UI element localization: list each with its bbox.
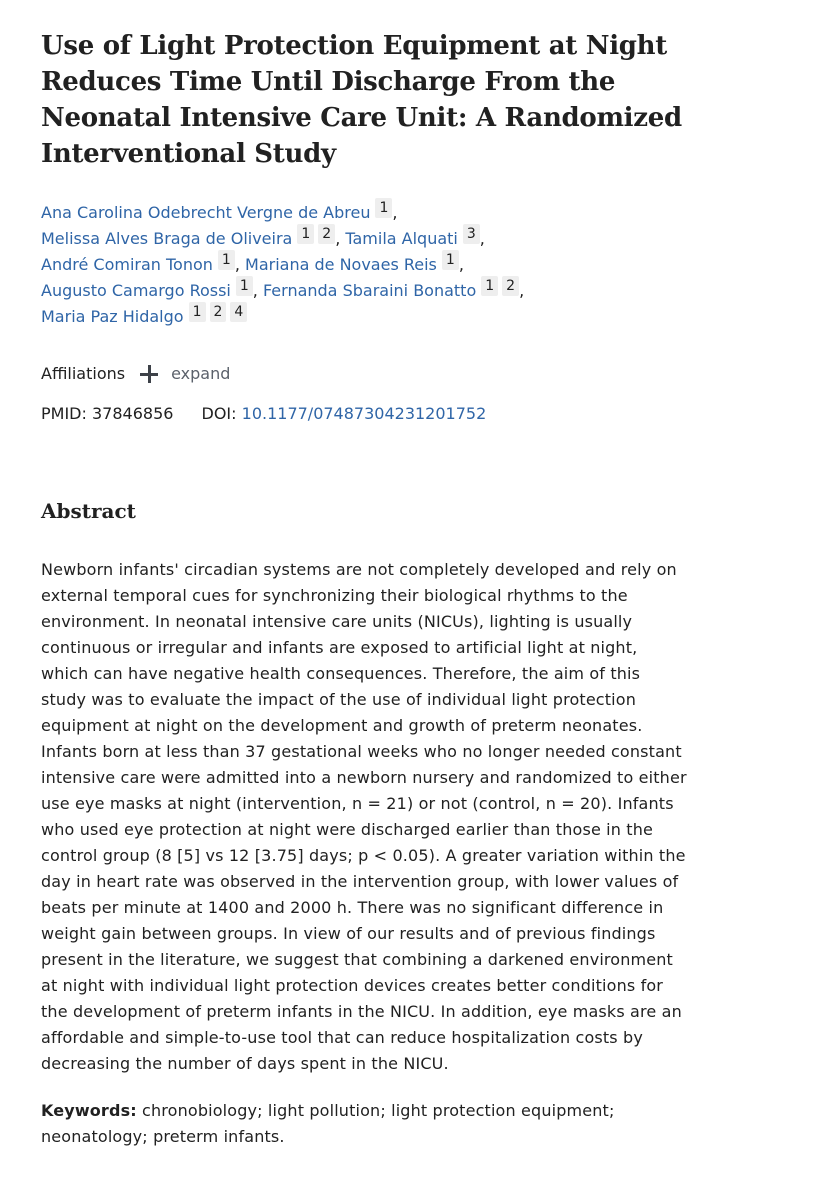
- affiliations-expand-button[interactable]: [139, 362, 230, 386]
- abstract-line: continuous or irregular and infants are exposed to artificial light at night,: [41, 638, 638, 657]
- affiliation-badge[interactable]: 2: [318, 224, 335, 244]
- plus-icon: [139, 364, 159, 384]
- affiliation-badge[interactable]: 1: [442, 250, 459, 270]
- abstract-line: present in the literature, we suggest that combining a darkened environment: [41, 950, 673, 969]
- abstract-line: which can have negative health consequences. Therefore, the aim of this: [41, 664, 641, 683]
- keywords-list: chronobiology; light pollution; light protection equipment;: [142, 1101, 615, 1120]
- author-link[interactable]: Augusto Camargo Rossi: [41, 281, 231, 300]
- author-list: [41, 200, 741, 330]
- author-link[interactable]: Tamila Alquati: [345, 229, 458, 248]
- article-title: Use of Light Protection Equipment at Night Reduces Time Until Discharge From the Neonatal Intensive Care Unit: A Randomized Interventional Study: [41, 31, 682, 169]
- affiliation-badge[interactable]: 1: [481, 276, 498, 296]
- author-line: [41, 304, 741, 330]
- abstract-line: affordable and simple-to-use tool that can reduce hospitalization costs by: [41, 1028, 643, 1047]
- keywords-line: [41, 1098, 741, 1124]
- author-link[interactable]: Melissa Alves Braga de Oliveira: [41, 229, 293, 248]
- expand-label: expand: [171, 364, 231, 383]
- author-separator: ,: [519, 281, 525, 300]
- keywords-label: Keywords:: [41, 1101, 137, 1120]
- author-link[interactable]: Ana Carolina Odebrecht Vergne de Abreu: [41, 203, 371, 222]
- abstract-line: use eye masks at night (intervention, n = 21) or not (control, n = 20). Infants: [41, 794, 674, 813]
- abstract-line: Newborn infants' circadian systems are not completely developed and rely on: [41, 560, 677, 579]
- abstract-line: who used eye protection at night were discharged earlier than those in the: [41, 820, 654, 839]
- doi-label: DOI:: [201, 404, 237, 423]
- abstract-line: intensive care were admitted into a newborn nursery and randomized to either: [41, 768, 687, 787]
- author-link[interactable]: Maria Paz Hidalgo: [41, 307, 184, 326]
- affiliation-badge[interactable]: 1: [297, 224, 314, 244]
- author-separator: ,: [234, 255, 246, 274]
- identifiers-row: [41, 402, 486, 426]
- abstract-line: at night with individual light protection devices creates better conditions for: [41, 976, 664, 995]
- abstract-line: control group (8 [5] vs 12 [3.75] days; p < 0.05). A greater variation within the: [41, 846, 686, 865]
- keywords-line: neonatology; preterm infants.: [41, 1127, 285, 1146]
- abstract-heading: Abstract: [41, 499, 136, 523]
- abstract-text: [41, 557, 741, 1077]
- pmid-label: PMID:: [41, 404, 87, 423]
- affiliations-label: Affiliations: [41, 364, 126, 383]
- abstract-line: environment. In neonatal intensive care units (NICUs), lighting is usually: [41, 612, 633, 631]
- affiliation-badge[interactable]: 1: [189, 302, 206, 322]
- affiliation-badge[interactable]: 1: [218, 250, 235, 270]
- affiliation-badge[interactable]: 1: [236, 276, 253, 296]
- author-separator: ,: [335, 229, 346, 248]
- doi-link[interactable]: 10.1177/07487304231201752: [241, 404, 487, 423]
- affiliation-badge[interactable]: 3: [463, 224, 480, 244]
- abstract-line: weight gain between groups. In view of our results and of previous findings: [41, 924, 656, 943]
- abstract-line: decreasing the number of days spent in the NICU.: [41, 1054, 449, 1073]
- author-line: [41, 226, 741, 252]
- keywords: [41, 1098, 741, 1150]
- author-separator: ,: [458, 255, 464, 274]
- author-separator: ,: [252, 281, 263, 300]
- author-separator: ,: [479, 229, 485, 248]
- pmid-value: 37846856: [91, 404, 174, 423]
- author-link[interactable]: Mariana de Novaes Reis: [245, 255, 437, 274]
- abstract-line: study was to evaluate the impact of the use of individual light protection: [41, 690, 637, 709]
- abstract-line: external temporal cues for synchronizing their biological rhythms to the: [41, 586, 628, 605]
- affiliations-row: [41, 362, 230, 386]
- author-line: [41, 278, 741, 304]
- affiliation-badge[interactable]: 2: [210, 302, 227, 322]
- affiliation-badge[interactable]: 2: [502, 276, 519, 296]
- abstract-line: beats per minute at 1400 and 2000 h. There was no significant difference in: [41, 898, 664, 917]
- abstract-line: the development of preterm infants in the NICU. In addition, eye masks are an: [41, 1002, 682, 1021]
- author-link[interactable]: André Comiran Tonon: [41, 255, 213, 274]
- author-line: [41, 200, 741, 226]
- abstract-line: Infants born at less than 37 gestational weeks who no longer needed constant: [41, 742, 682, 761]
- abstract-line: day in heart rate was observed in the intervention group, with lower values of: [41, 872, 679, 891]
- author-line: [41, 252, 741, 278]
- affiliation-badge[interactable]: 4: [230, 302, 247, 322]
- author-link[interactable]: Fernanda Sbaraini Bonatto: [262, 281, 477, 300]
- author-separator: ,: [392, 203, 398, 222]
- affiliation-badge[interactable]: 1: [375, 198, 392, 218]
- abstract-line: equipment at night on the development and growth of preterm neonates.: [41, 716, 643, 735]
